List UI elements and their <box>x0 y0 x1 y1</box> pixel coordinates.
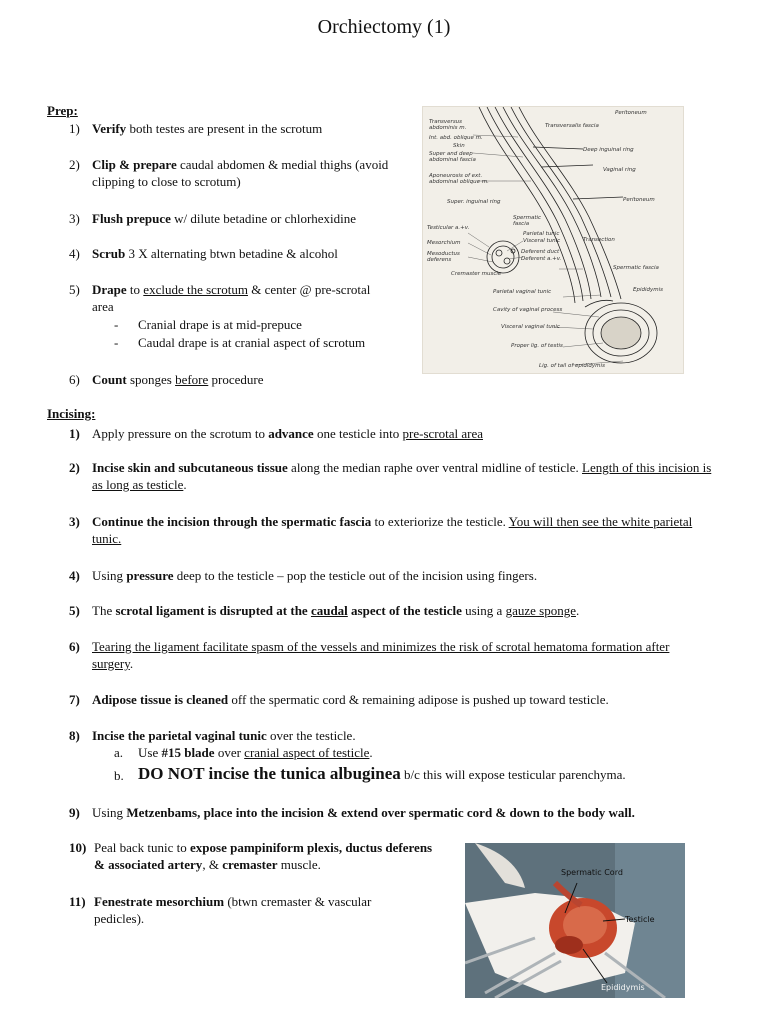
diagram-label: Visceral tunic <box>523 238 561 244</box>
prep-heading: Prep: <box>47 103 78 118</box>
diagram-label: Peritoneum <box>615 110 647 116</box>
diagram-label: Visceral vaginal tunic <box>501 324 560 330</box>
diagram-label: Parietal tunic <box>523 231 560 237</box>
diagram-label: Aponeurosis of ext. abdominal oblique m. <box>429 173 489 185</box>
page-title: Orchiectomy (1) <box>317 16 451 38</box>
diagram-label: Super. inguinal ring <box>447 199 501 205</box>
photo-label-epididymis: Epididymis <box>601 983 645 992</box>
photo-label-spermatic-cord: Spermatic Cord <box>561 868 623 877</box>
diagram-label: Transection <box>583 237 615 243</box>
diagram-label: Deferent duct <box>521 249 560 255</box>
diagram-label: Parietal vaginal tunic <box>493 289 552 295</box>
anatomy-diagram <box>422 106 684 374</box>
incising-heading: Incising: <box>47 406 96 421</box>
diagram-label: Proper lig. of testis <box>511 343 563 349</box>
diagram-label: Spermatic fascia <box>613 265 659 271</box>
diagram-label: Transversalis fascia <box>545 123 599 129</box>
diagram-label: Deep inguinal ring <box>583 147 634 153</box>
diagram-label: Cavity of vaginal process <box>493 307 563 313</box>
diagram-label: Mesoductus deferens <box>427 251 460 263</box>
surgical-photo <box>465 843 685 998</box>
diagram-label: Deferent a.+v. <box>521 256 562 262</box>
diagram-label: Mesorchium <box>427 240 461 246</box>
diagram-label: Transversus abdominis m. <box>429 119 467 131</box>
diagram-label: Spermatic fascia <box>513 215 542 227</box>
diagram-label: Cremaster muscle <box>451 271 502 277</box>
diagram-label: Int. abd. oblique m. <box>429 135 483 141</box>
diagram-label: Skin <box>453 143 465 149</box>
diagram-label: Vaginal ring <box>603 167 636 173</box>
diagram-label: Testicular a.+v. <box>427 225 470 231</box>
diagram-label: Lig. of tail of epididymis <box>539 363 605 369</box>
diagram-label: Epididymis <box>633 287 664 293</box>
photo-label-testicle: Testicle <box>625 915 655 924</box>
diagram-label: Super and deep abdominal fascia <box>429 151 476 163</box>
diagram-label: Peritoneum <box>623 197 655 203</box>
